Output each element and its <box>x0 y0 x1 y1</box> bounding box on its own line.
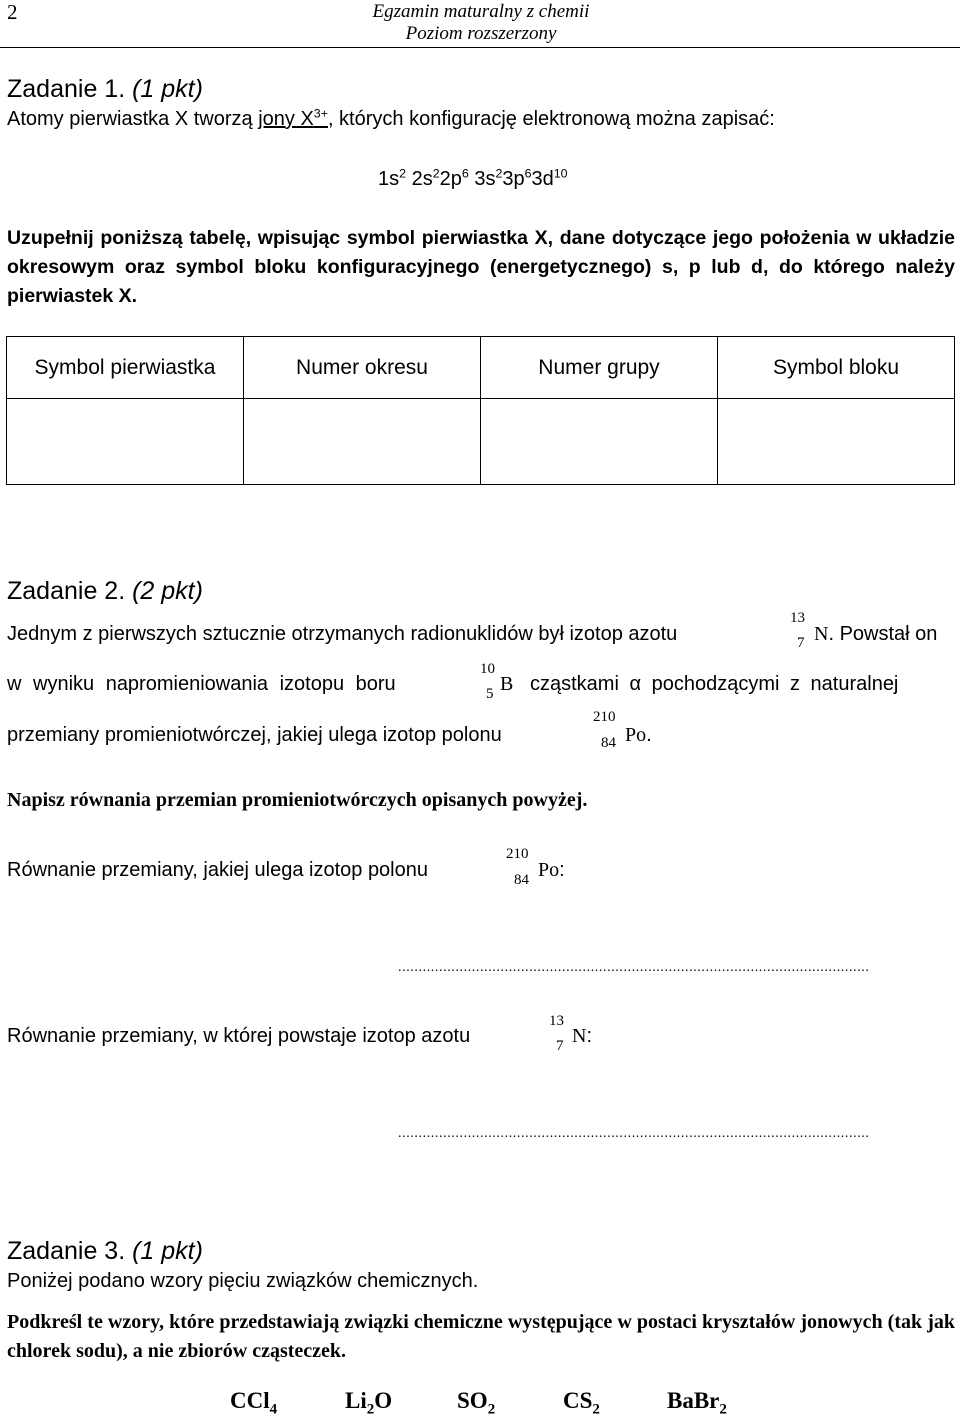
eq1-label: Równanie przemiany, jakiej ulega izotop polonu <box>7 859 428 881</box>
config-exponent: 2 <box>432 166 440 181</box>
config-exponent: 6 <box>524 166 532 181</box>
header-symbol-pierwiastka: Symbol pierwiastka <box>7 337 244 399</box>
task3-heading <box>7 1236 203 1266</box>
formula-babr2-sub: 2 <box>719 1401 727 1418</box>
formula-ccl4[interactable] <box>230 1388 278 1418</box>
formula-so2-base: SO <box>457 1388 488 1413</box>
nitrogen-atomic-number: 7 <box>797 635 805 651</box>
task1-intro <box>7 106 775 132</box>
exam-title: Egzamin maturalny z chemii <box>372 1 590 22</box>
config-exponent: 6 <box>461 166 469 181</box>
config-orbital: 2s <box>406 168 433 190</box>
eq2-answer-line[interactable]: ................................................................................................................... <box>398 1126 870 1141</box>
eq2-label: Równanie przemiany, w której powstaje izotop azotu <box>7 1025 471 1047</box>
header-symbol-bloku: Symbol bloku <box>718 337 955 399</box>
eq1-po-symbol: Po <box>538 859 560 881</box>
task3-intro: Poniżej podano wzory pięciu związków chemicznych. <box>7 1270 479 1292</box>
task3-title: Zadanie 3. <box>7 1237 126 1265</box>
formula-cs2[interactable] <box>563 1388 600 1418</box>
answer-table <box>6 336 955 485</box>
eq2-nitrogen-symbol <box>572 1023 592 1049</box>
eq2-nitrogen-mass: 13 <box>549 1013 564 1029</box>
table-header-row <box>7 337 955 399</box>
config-exponent: 2 <box>495 166 503 181</box>
formula-ccl4-base: CCl <box>230 1388 270 1413</box>
eq2-colon: : <box>586 1025 593 1047</box>
task3-instruction: Podkreśl te wzory, które przedstawiają związki chemiczne występujące w postaci kryształów jonowych (tak jak chlorek sodu), a nie zbiorów cząsteczek. <box>7 1311 955 1362</box>
formula-li2o[interactable] <box>345 1388 393 1418</box>
eq2-n-symbol: N <box>572 1025 587 1047</box>
nitrogen-symbol: N <box>814 623 829 645</box>
formula-li2o-sub: 2 <box>366 1401 375 1418</box>
eq1-polonium-mass: 210 <box>506 846 529 862</box>
ion-link[interactable] <box>258 108 328 130</box>
config-orbital: 3s <box>468 168 496 190</box>
electron-configuration <box>378 164 568 194</box>
page-number: 2 <box>7 0 18 24</box>
formula-so2-sub: 2 <box>487 1401 496 1418</box>
formula-cs2-sub: 2 <box>592 1401 600 1418</box>
formula-cs2-base: CS <box>563 1388 593 1413</box>
task1-instruction: Uzupełnij poniższą tabelę, wpisując symbol pierwiastka X, dane dotyczące jego położenia w układzie okresowym oraz symbol bloku konfiguracyjnego (energetycznego) s, p lub d, do którego należy pierwiastek X. <box>7 227 955 307</box>
eq1-colon: : <box>559 859 565 881</box>
polonium-mass-number: 210 <box>593 709 616 725</box>
task2-line3-end <box>625 722 652 748</box>
formula-li2o-tail: O <box>374 1388 393 1413</box>
task2-points: (2 pkt) <box>132 577 203 605</box>
task2-heading <box>7 576 203 606</box>
header-divider <box>0 47 960 48</box>
polonium-symbol: Po <box>625 724 647 746</box>
formula-babr2[interactable] <box>667 1388 727 1418</box>
header-numer-grupy: Numer grupy <box>481 337 718 399</box>
answer-cell-symbol[interactable] <box>7 399 244 485</box>
answer-cell-group[interactable] <box>481 399 718 485</box>
config-orbital: 2p <box>439 168 462 190</box>
table-answer-row <box>7 399 955 485</box>
task3-points: (1 pkt) <box>132 1237 203 1265</box>
eq1-polonium-atomic: 84 <box>514 872 529 888</box>
config-exponent: 10 <box>553 166 568 181</box>
task2-line2: w wyniku napromieniowania izotopu boru <box>7 673 396 695</box>
answer-cell-period[interactable] <box>244 399 481 485</box>
task2-line3: przemiany promieniotwórczej, jakiej ulega izotop polonu <box>7 724 502 746</box>
task2-line1: Jednym z pierwszych sztucznie otrzymanych radionuklidów był izotop azotu <box>7 623 678 645</box>
config-exponent: 2 <box>399 166 407 181</box>
config-orbital: 3p <box>502 168 525 190</box>
task1-heading <box>7 74 203 104</box>
task2-title: Zadanie 2. <box>7 577 126 605</box>
boron-mass-number: 10 <box>480 661 495 677</box>
ion-link-text: jony X <box>258 108 314 130</box>
answer-cell-block[interactable] <box>718 399 955 485</box>
ion-charge: 3+ <box>313 106 328 121</box>
nitrogen-mass-number: 13 <box>790 610 805 626</box>
boron-atomic-number: 5 <box>486 686 494 702</box>
polonium-atomic-number: 84 <box>601 735 616 751</box>
task1-title: Zadanie 1. <box>7 75 126 103</box>
task1-intro-before: Atomy pierwiastka X tworzą <box>7 108 259 130</box>
task2-line1-tail: . Powstał on <box>828 623 938 645</box>
eq1-polonium-symbol <box>538 857 565 883</box>
task2-line1-end <box>814 621 937 647</box>
task2-line3-tail: . <box>646 724 652 746</box>
formula-li2o-base: Li <box>345 1388 367 1413</box>
header-numer-okresu: Numer okresu <box>244 337 481 399</box>
formula-ccl4-sub: 4 <box>269 1401 278 1418</box>
eq1-answer-line[interactable]: ................................................................................................................... <box>398 960 870 975</box>
task1-intro-after: , których konfigurację elektronową można zapisać: <box>327 108 775 130</box>
exam-level: Poziom rozszerzony <box>405 23 557 44</box>
eq2-nitrogen-atomic: 7 <box>556 1038 564 1054</box>
task1-points: (1 pkt) <box>132 75 203 103</box>
task2-instruction: Napisz równania przemian promieniotwórczych opisanych powyżej. <box>7 789 588 811</box>
task2-line2-end: cząstkami α pochodzącymi z naturalnej <box>530 673 899 695</box>
config-orbital: 1s <box>378 168 400 190</box>
config-orbital: 3d <box>531 168 554 190</box>
formula-babr2-base: BaBr <box>667 1388 720 1413</box>
boron-symbol: B <box>500 673 514 695</box>
formula-so2[interactable] <box>457 1388 496 1418</box>
